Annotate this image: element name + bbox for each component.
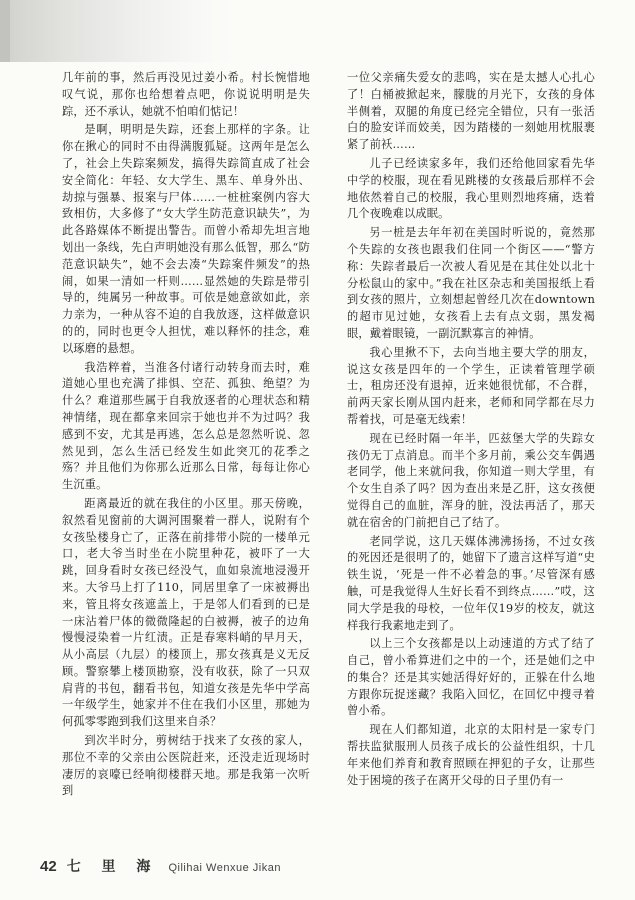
paragraph: 现在已经时隔一年半，匹兹堡大学的失踪女孩仍无丁点消息。而半个多月前，乘公交车偶遇老同学，他上来就问我，你知道一则大学里，有个女生自杀了吗？因为查出来是乙肝，这女孩便觉得自己的血脏，浑身的脏，没法再活了，那天就在宿舍的门前把自己了结了。: [347, 431, 595, 529]
paragraph: 另一桩是去年年初在美国时听说的，竟然那个失踪的女孩也跟我们住同一个街区——“警方称：失踪者最后一次被人看见是在其住处以北十分松鼠山的家中。”我在社区杂志和美国报纸上看到女孩的照片，立刻想起曾经几次在downtown的超市见过她，女孩看上去有点文弱，黑发褐眼，戴着眼镜，一副沉默寡言的神情。: [347, 226, 595, 340]
article-body: [62, 70, 595, 850]
magazine-name: 七 里 海: [66, 859, 159, 875]
paragraph: 我心里揪不下，去向当地主要大学的朋友，说这女孩是四年的一个学生，正读着管理学硕士，租房还没有退掉，近来她很忧郁，不合群，前两天家长刚从国内赶来，老师和同学都在尽力帮着找，可是毫无线索！: [347, 345, 595, 426]
ornament-bar: [14, 6, 20, 56]
paragraph: 到次半时分，剪树结于找来了女孩的家人，那位不幸的父亲由公医院赶来，还没走近现场时凄厉的哀嚎已经响彻楼群天地。那是我第一次听到: [62, 734, 310, 798]
paragraph: 几年前的事，然后再没见过姜小希。村长惋惜地叹气说，那你也给想着点吧，你说说明明是失踪，还不承认，她就不怕咱们惦记！: [62, 71, 310, 118]
corner-ornament: [0, 0, 235, 62]
magazine-latin-name: Qilihai Wenxue Jikan: [168, 862, 281, 874]
page-number: 42: [40, 858, 57, 875]
left-column: [62, 70, 310, 850]
paragraph: 距离最近的就在我住的小区里。那天傍晚，叙然看见窗前的大调河围聚着一群人，说附有个女孩坠楼身亡了，正落在前排带小院的一楼单元口，老大爷当时坐在小院里种花，被吓了一大跳，回身看时女孩已经没气，血如泉流地浸漫开来。大爷马上打了110，同居里拿了一床被褥出来，管且将女孩遮盖上，于是邻人们看到的已是一床沾着尸体的微微隆起的白被褥，被子的边角慢慢浸染着一片红渍。正是春寒料峭的早月天，从小高层（九层）的楼顶上，那女孩真是义无反顾。警察攀上楼顶勘察，没有收获，除了一只双肩背的书包，翻看书包，知道女孩是先华中学高一年级学生，她家并不住在我们小区里，那她为何孤零零跑到我们这里来自杀？: [62, 496, 310, 729]
right-column: [347, 70, 595, 850]
paragraph: 一位父亲痛失爱女的悲鸣，实在是太撼人心扎心了！白桶被掀起来，朦胧的月光下，女孩的身体半侧着，双腿的角度已经完全错位，只有一张活白的脸安详而姣美，因为踏楼的一刻她用枕服裹紧了前袄……: [347, 71, 595, 152]
paragraph: 现在人们都知道，北京的太阳村是一家专门帮扶监狱服刑人员孩子成长的公益性组织，十几年来他们养育和教育照顾在押犯的子女，让那些处于困境的孩子在离开父母的日子里仍有一: [347, 723, 595, 787]
paragraph: 我浩粹着，当淮各付诸行动转身而去时，难道她心里也充满了排惧、空茫、孤独、绝望？为什么？难道那些属于自我放逐者的心理状态和精神情绪，现在都拿来回宗于她也并不为过吗？我感到不安，尤其是再逃，怎么总是忽然听说、忽然见到，怎么生活已经发生如此突兀的花季之殇？并且他们为你那么近那么日常，每每让你心生沉重。: [62, 360, 310, 492]
paragraph: 老同学说，这几天媒体沸沸扬扬，不过女孩的死因还是很明了的，她留下了遗言这样写道“史铁生说，‘死是一件不必着急的事。’尽管深有感触，可是我觉得人生好长看不到终点……”哎，这同大学是我的母校，一位年仅19岁的校友，就这样我行我素地走到了。: [347, 534, 595, 632]
paragraph: 儿子已经读家多年，我们还给他回家看先华中学的校服，现在看见跳楼的女孩最后那样不会地依然着自己的校服，我心里则烈地疼痛，迭着几个夜晚难以成眠。: [347, 156, 595, 221]
paragraph: 是啊，明明是失踪，还套上那样的字条。让你在揪心的同时不由得满腹狐疑。这两年是怎么了，社会上失踪案频发，搞得失踪简直成了社会安全简化：年轻、女大学生、黑车、单身外出、劫掠与强暴、报案与尸体……一桩桩案例内容大致相仿，大多修了“女大学生防范意识缺失”，为此各路媒体不断提出警告。而曾小希却先坦言地划出一条线，先白声明她没有那么低智，那么“防范意识缺失”，她不会去凑“失踪案件频发”的热闹，如果一清如一杆则……显然她的失踪是带引导的，纯属另一种故事。可依是她意欲如此，亲力亲为，一种从容不迫的自我放逐，这样做意识的的，同时也更令人担忧，难以释怀的挂念，难以琢磨的悬想。: [62, 123, 310, 355]
ornament-bar: [0, 0, 10, 62]
page-footer: [40, 856, 281, 882]
paragraph: 以上三个女孩都是以上动速道的方式了结了自己，曾小希算进们之中的一个，还是她们之中的集合？还是其实她活得好好的，正躲在什么地方跟你玩捉迷藏？我陷入回忆，在回忆中搜寻着曾小希。: [347, 637, 595, 718]
